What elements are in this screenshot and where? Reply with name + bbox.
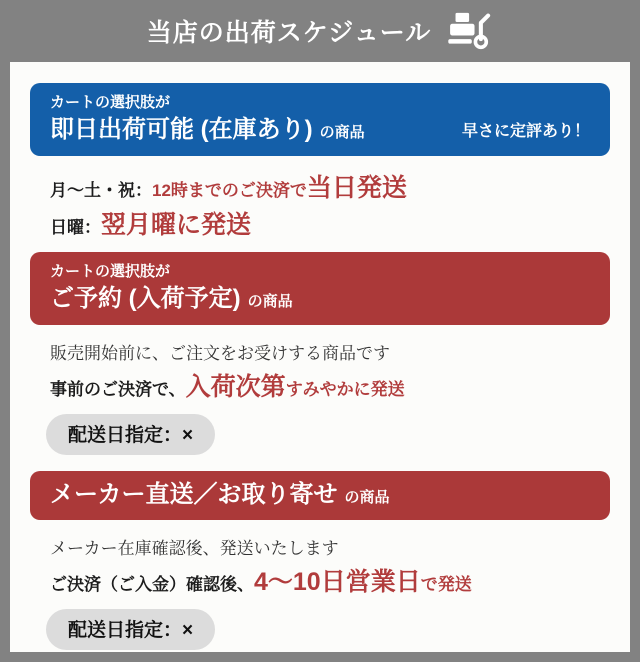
delivery-date-pill xyxy=(46,609,215,650)
preorder-ship-highlight: 入荷次第 xyxy=(185,372,286,401)
preorder-description: 販売開始前に、ご注文をお受けする商品です xyxy=(50,343,390,363)
section-header-main-label: メーカー直送／お取り寄せ xyxy=(50,480,338,508)
delivery-date-pill-label: 配送日指定：× xyxy=(68,424,194,446)
delivery-date-pill xyxy=(46,414,215,455)
section-header-direct xyxy=(30,471,610,520)
section-header-preorder xyxy=(30,252,610,325)
preorder-shipping-line xyxy=(50,372,610,401)
section-header-suffix-label: の商品 xyxy=(319,123,365,141)
direct-payment-label: ご決済（ご入金）確認後、 xyxy=(50,575,254,595)
section-header-top-label: カートの選択肢が xyxy=(50,262,171,280)
same-day-details xyxy=(50,173,610,239)
section-header-preorder-text xyxy=(50,261,293,314)
weekday-label: 月〜土・祝： xyxy=(50,180,152,200)
content-panel xyxy=(10,62,630,652)
weekday-condition: 12時までのご決済で xyxy=(152,180,307,200)
same-day-sunday-line xyxy=(50,210,610,239)
section-header-suffix-label: の商品 xyxy=(344,488,390,506)
preorder-description-line xyxy=(50,345,610,363)
same-day-weekday-line xyxy=(50,173,610,202)
section-header-direct-text xyxy=(50,479,390,510)
delivery-date-pill-label: 配送日指定：× xyxy=(68,620,194,642)
direct-description: メーカー在庫確認後、発送いたします xyxy=(50,539,339,559)
direct-ship-highlight: 4〜10日営業日 xyxy=(254,568,421,597)
section-header-same-day-text xyxy=(50,92,365,145)
direct-shipping-line xyxy=(50,570,610,595)
page-title: 当店の出荷スケジュール xyxy=(146,19,432,47)
section-header-suffix-label: の商品 xyxy=(247,292,293,310)
section-header-main-label: ご予約 (入荷予定) xyxy=(50,284,241,312)
sunday-ship-highlight: 翌月曜に発送 xyxy=(101,210,252,239)
direct-details xyxy=(50,540,610,595)
direct-description-line xyxy=(50,540,610,558)
sunday-label: 日曜： xyxy=(50,217,101,237)
section-header-main-label: 即日出荷可能 (在庫あり) xyxy=(50,115,313,143)
preorder-payment-label: 事前のご決済で、 xyxy=(50,379,186,399)
weekday-ship-highlight: 当日発送 xyxy=(306,173,407,202)
preorder-ship-tail: すみやかに発送 xyxy=(285,379,405,399)
hand-truck-icon xyxy=(447,12,493,50)
section-header-top-label: カートの選択肢が xyxy=(50,94,171,111)
preorder-details xyxy=(50,345,610,400)
section-header-same-day xyxy=(30,83,610,156)
direct-ship-tail: で発送 xyxy=(420,575,472,595)
title-bar xyxy=(0,0,640,62)
speed-reputation-badge: 早さに定評あり！ xyxy=(461,122,590,140)
